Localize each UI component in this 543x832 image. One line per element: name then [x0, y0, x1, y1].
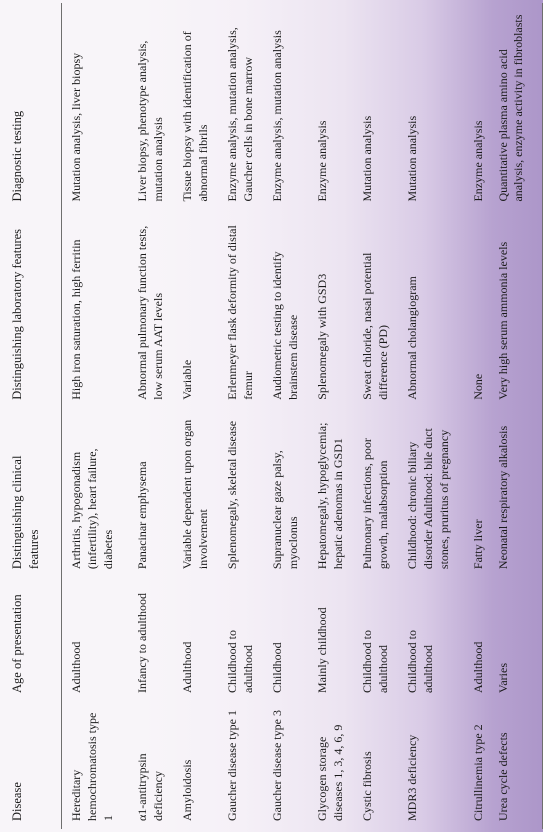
cell-age: Childhood — [270, 642, 285, 693]
table-row — [221, 3, 266, 829]
cell-testing: Liver biopsy, phenotype analysis, mutation analysis — [135, 40, 165, 202]
table-row — [492, 3, 543, 829]
cell-laboratory: Abnormal pulmonary function tests, low serum AAT levels — [135, 225, 165, 400]
cell-age: Childhood to adulthood — [360, 629, 391, 693]
cell-laboratory: High iron saturation, high ferritin — [69, 239, 83, 400]
cell-disease: Glycogen storage diseases 1, 3, 4, 6, 9 — [315, 724, 346, 821]
cell-age: Adulthood — [470, 641, 485, 693]
cell-clinical: Childhood: chronic biliary disorder Adulthood: bile duct stones, pruritus of pregnancy — [405, 428, 452, 570]
cell-testing: Quantitative plasma amino acid analysis, enzyme activity in fibroblasts — [492, 3, 543, 210]
cell-disease: Gaucher disease type 3 — [270, 710, 285, 821]
cell-age: Infancy to adulthood — [135, 593, 150, 693]
disease-comparison-table — [0, 3, 543, 829]
cell-age: Varies — [492, 577, 543, 701]
cell-clinical: Panacinar emphysema — [135, 461, 150, 570]
cell-clinical: Hepatomegaly, hypoglycemia; hepatic adenomas in GSD1 — [315, 422, 346, 570]
cell-clinical: Arthritis, hypogonadism (infertility), heart failure, diabetes — [69, 448, 115, 570]
column-header-clinical: Distinguishing clinical features — [0, 408, 62, 577]
cell-age: Childhood to adulthood — [405, 629, 436, 693]
cell-age: Mainly childhood — [315, 607, 330, 693]
cell-laboratory: Erlenmeyer flask deformity of distal femur — [225, 225, 255, 400]
table-row — [467, 3, 492, 829]
cell-clinical: Variable dependent upon organ involvement — [180, 419, 210, 570]
cell-testing: Enzyme analysis — [315, 120, 330, 202]
cell-clinical: Supranuclear gaze palsy, myoclonus — [270, 450, 301, 570]
cell-testing: Enzyme analysis, mutation analysis, Gaucher cells in bone marrow — [225, 27, 255, 202]
cell-laboratory: Abnormal cholangiogram — [405, 276, 420, 400]
table-row — [62, 3, 132, 829]
column-header-testing: Diagnostic testing — [0, 3, 62, 210]
table-header-row — [0, 3, 62, 829]
cell-age: Adulthood — [180, 641, 195, 693]
cell-testing: Mutation analysis — [405, 115, 420, 202]
column-header-disease: Disease — [0, 701, 62, 829]
cell-disease: α1-antitrypsin deficiency — [135, 753, 165, 821]
table-row — [401, 3, 466, 829]
cell-laboratory: None — [470, 373, 485, 400]
cell-testing: Enzyme analysis, mutation analysis — [270, 30, 285, 202]
cell-testing: Mutation analysis — [360, 115, 375, 202]
cell-laboratory: Sweat chloride, nasal potential difference (PD) — [360, 252, 391, 400]
cell-laboratory: Variable — [180, 359, 195, 400]
cell-disease: MDR3 deficiency — [405, 734, 420, 821]
cell-clinical: Pulmonary infections, poor growth, malabsorption — [360, 438, 391, 570]
cell-disease: Citrullinemia type 2 — [470, 724, 485, 821]
cell-clinical: Neonatal respiratory alkalosis — [492, 408, 543, 577]
cell-testing: Mutation analysis, liver biopsy — [69, 52, 83, 202]
table-row — [266, 3, 311, 829]
cell-clinical: Fatty liver — [470, 519, 485, 570]
cell-laboratory: Audiometric testing to identify brainstem disease — [270, 251, 301, 400]
cell-disease: Hereditary hemochromatosis type 1 — [69, 712, 115, 821]
cell-clinical: Splenomegaly, skeletal disease — [225, 420, 240, 570]
cell-age: Childhood to adulthood — [225, 629, 255, 693]
table-row — [356, 3, 401, 829]
cell-laboratory: Splenomegaly with GSD3 — [315, 273, 330, 400]
cell-disease: Urea cycle defects — [492, 701, 543, 829]
cell-testing: Tissue biopsy with identification of abnormal fibrils — [180, 31, 210, 202]
cell-disease: Gaucher disease type 1 — [225, 710, 240, 821]
cell-age: Adulthood — [69, 641, 83, 693]
column-header-laboratory: Distinguishing laboratory features — [0, 210, 62, 408]
cell-testing: Enzyme analysis — [470, 120, 485, 202]
table-row — [311, 3, 356, 829]
table-row — [176, 3, 221, 829]
column-header-age: Age of presentation — [0, 577, 62, 701]
cell-disease: Cystic fibrosis — [360, 751, 375, 821]
table-row — [131, 3, 176, 829]
cell-disease: Amyloidosis — [180, 759, 195, 821]
cell-laboratory: Very high serum ammonia levels — [492, 210, 543, 408]
